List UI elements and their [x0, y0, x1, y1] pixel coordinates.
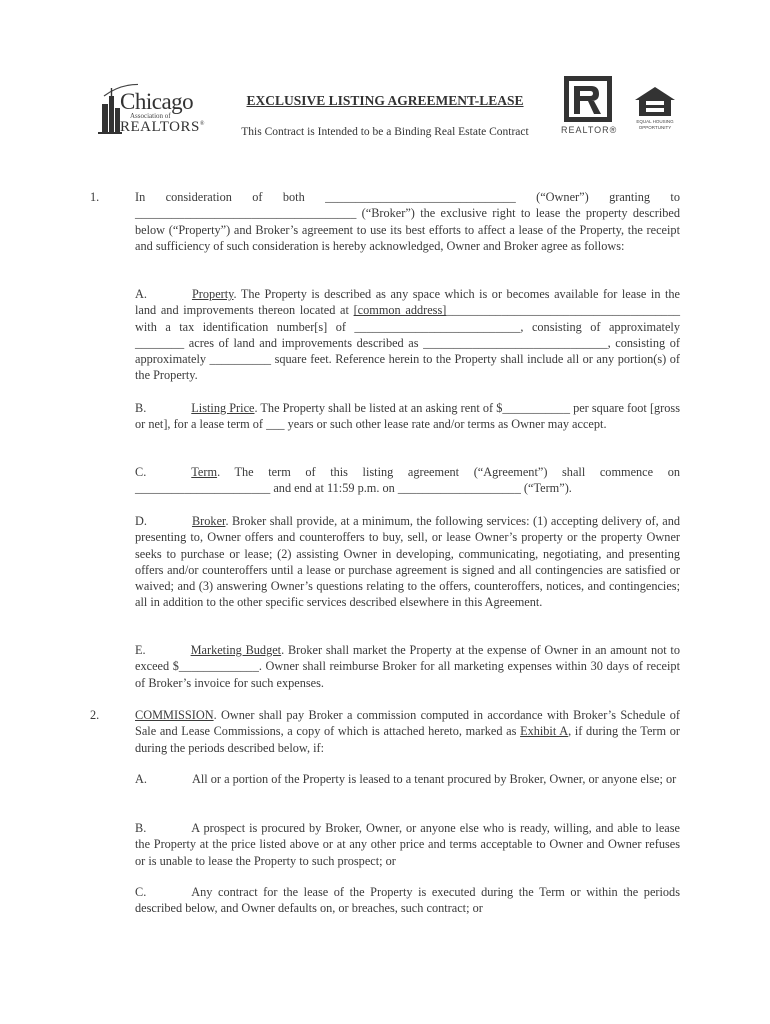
commission-heading: COMMISSION [135, 708, 214, 722]
equal-housing-logo [630, 86, 680, 132]
property-heading: Property [191, 287, 234, 301]
section-2-commission: COMMISSION. Owner shall pay Broker a commission computed in accordance with Broker’s Schedule of Sale and Lease Commissions, a copy of which is attached hereto, marked as Exhibit A, if during the Term or during the periods described below, if: [135, 708, 680, 755]
section-1d-broker: D. Broker. Broker shall provide, at a minimum, the following services: (1) accepting delivery of, and presenting to, Owner offers and counteroffers to buy, sell, or lease Owner’s property or the property Owner seeks to purchase or lease; (2) assisting Owner in developing, communicating, negotiating, and presenting offers and/or counteroffers until a lease or purchase agreement is signed and all contingencies are satisfied or waived; and (3) answering Owner’s questions relating to the offers, counteroffers, notices, and contingencies; all in addition to the other specific services described elsewhere in this Agreement. [135, 514, 680, 610]
equal-housing-icon [630, 86, 680, 118]
realtor-logo-text: REALTOR® [561, 125, 618, 135]
page-title: EXCLUSIVE LISTING AGREEMENT-LEASE [246, 93, 524, 108]
logo-wordmark: Chicago [120, 89, 194, 114]
marketing-budget-heading: Marketing Budget [190, 643, 282, 657]
broker-heading: Broker [191, 514, 226, 528]
section-2c: C. Any contract for the lease of the Property is executed during the Term or within the periods described below, and Owner defaults on, or breaches, such contract; or [135, 885, 680, 916]
section-1-number: 1. [90, 190, 100, 204]
section-1e-marketing-budget: E. Marketing Budget. Broker shall market the Property at the expense of Owner in an amount not to exceed $_____________. Owner shall reimburse Broker for all marketing expenses within 30 days of receipt of Broker’s invoice for such expenses. [135, 643, 680, 690]
section-2b: B. A prospect is procured by Broker, Owner, or anyone else who is ready, willing, and able to lease the Property at the price listed above or at any other price and terms acceptable to Owner and Owner refuses or is unable to lease the Property to such prospect; or [135, 821, 680, 868]
section-2a: A. All or a portion of the Property is leased to a tenant procured by Broker, Owner, or anyone else; or [135, 772, 677, 786]
realtor-r-icon [561, 76, 617, 124]
equal-housing-text: EQUAL HOUSING OPPORTUNITY [636, 119, 674, 130]
common-address-field: [common address] [353, 303, 447, 318]
exhibit-a-reference: Exhibit A [520, 724, 569, 739]
section-1c-term: C. Term. The term of this listing agreement (“Agreement”) shall commence on ______________________ and end at 11:59 p.m. on ____________________ (“Term”). [135, 465, 680, 496]
logo-realtors-text: REALTORS® [120, 119, 205, 135]
section-1-intro: In consideration of both _______________________________ (“Owner”) granting to ____________________________________ (“Broker”) the exclusive right to lease the property described below (“Property”) and Broker’s agreement to use its best efforts to affect a lease of the Property, the receipt and sufficiency of such consideration is hereby acknowledged, Owner and Broker agree as follows: [135, 190, 680, 253]
realtor-logo [561, 76, 617, 136]
term-heading: Term [191, 465, 218, 479]
listing-price-heading: Listing Price [191, 401, 255, 415]
page-subtitle: This Contract is Intended to be a Binding Real Estate Contract [241, 126, 529, 138]
section-1a-property: A. Property. The Property is described as any space which is or becomes available for lease in the land and improvements thereon located at [common address]______________________________________ with a tax identification number[s] of ___________________________, consisting of approximately ________ acres of land and improvements described as ______________________________, consisting of approximately __________ square feet. Reference herein to the Property shall include all or any portion(s) of the Property. [135, 287, 680, 383]
section-1b-listing-price: B. Listing Price. The Property shall be listed at an asking rent of $___________ per square foot [gross or net], for a lease term of ___ years or such other lease rate and/or terms as Owner may accept. [135, 401, 680, 432]
chicago-association-logo [98, 78, 216, 138]
logo-association-text: Association of [130, 112, 171, 120]
section-2-number: 2. [90, 708, 100, 722]
